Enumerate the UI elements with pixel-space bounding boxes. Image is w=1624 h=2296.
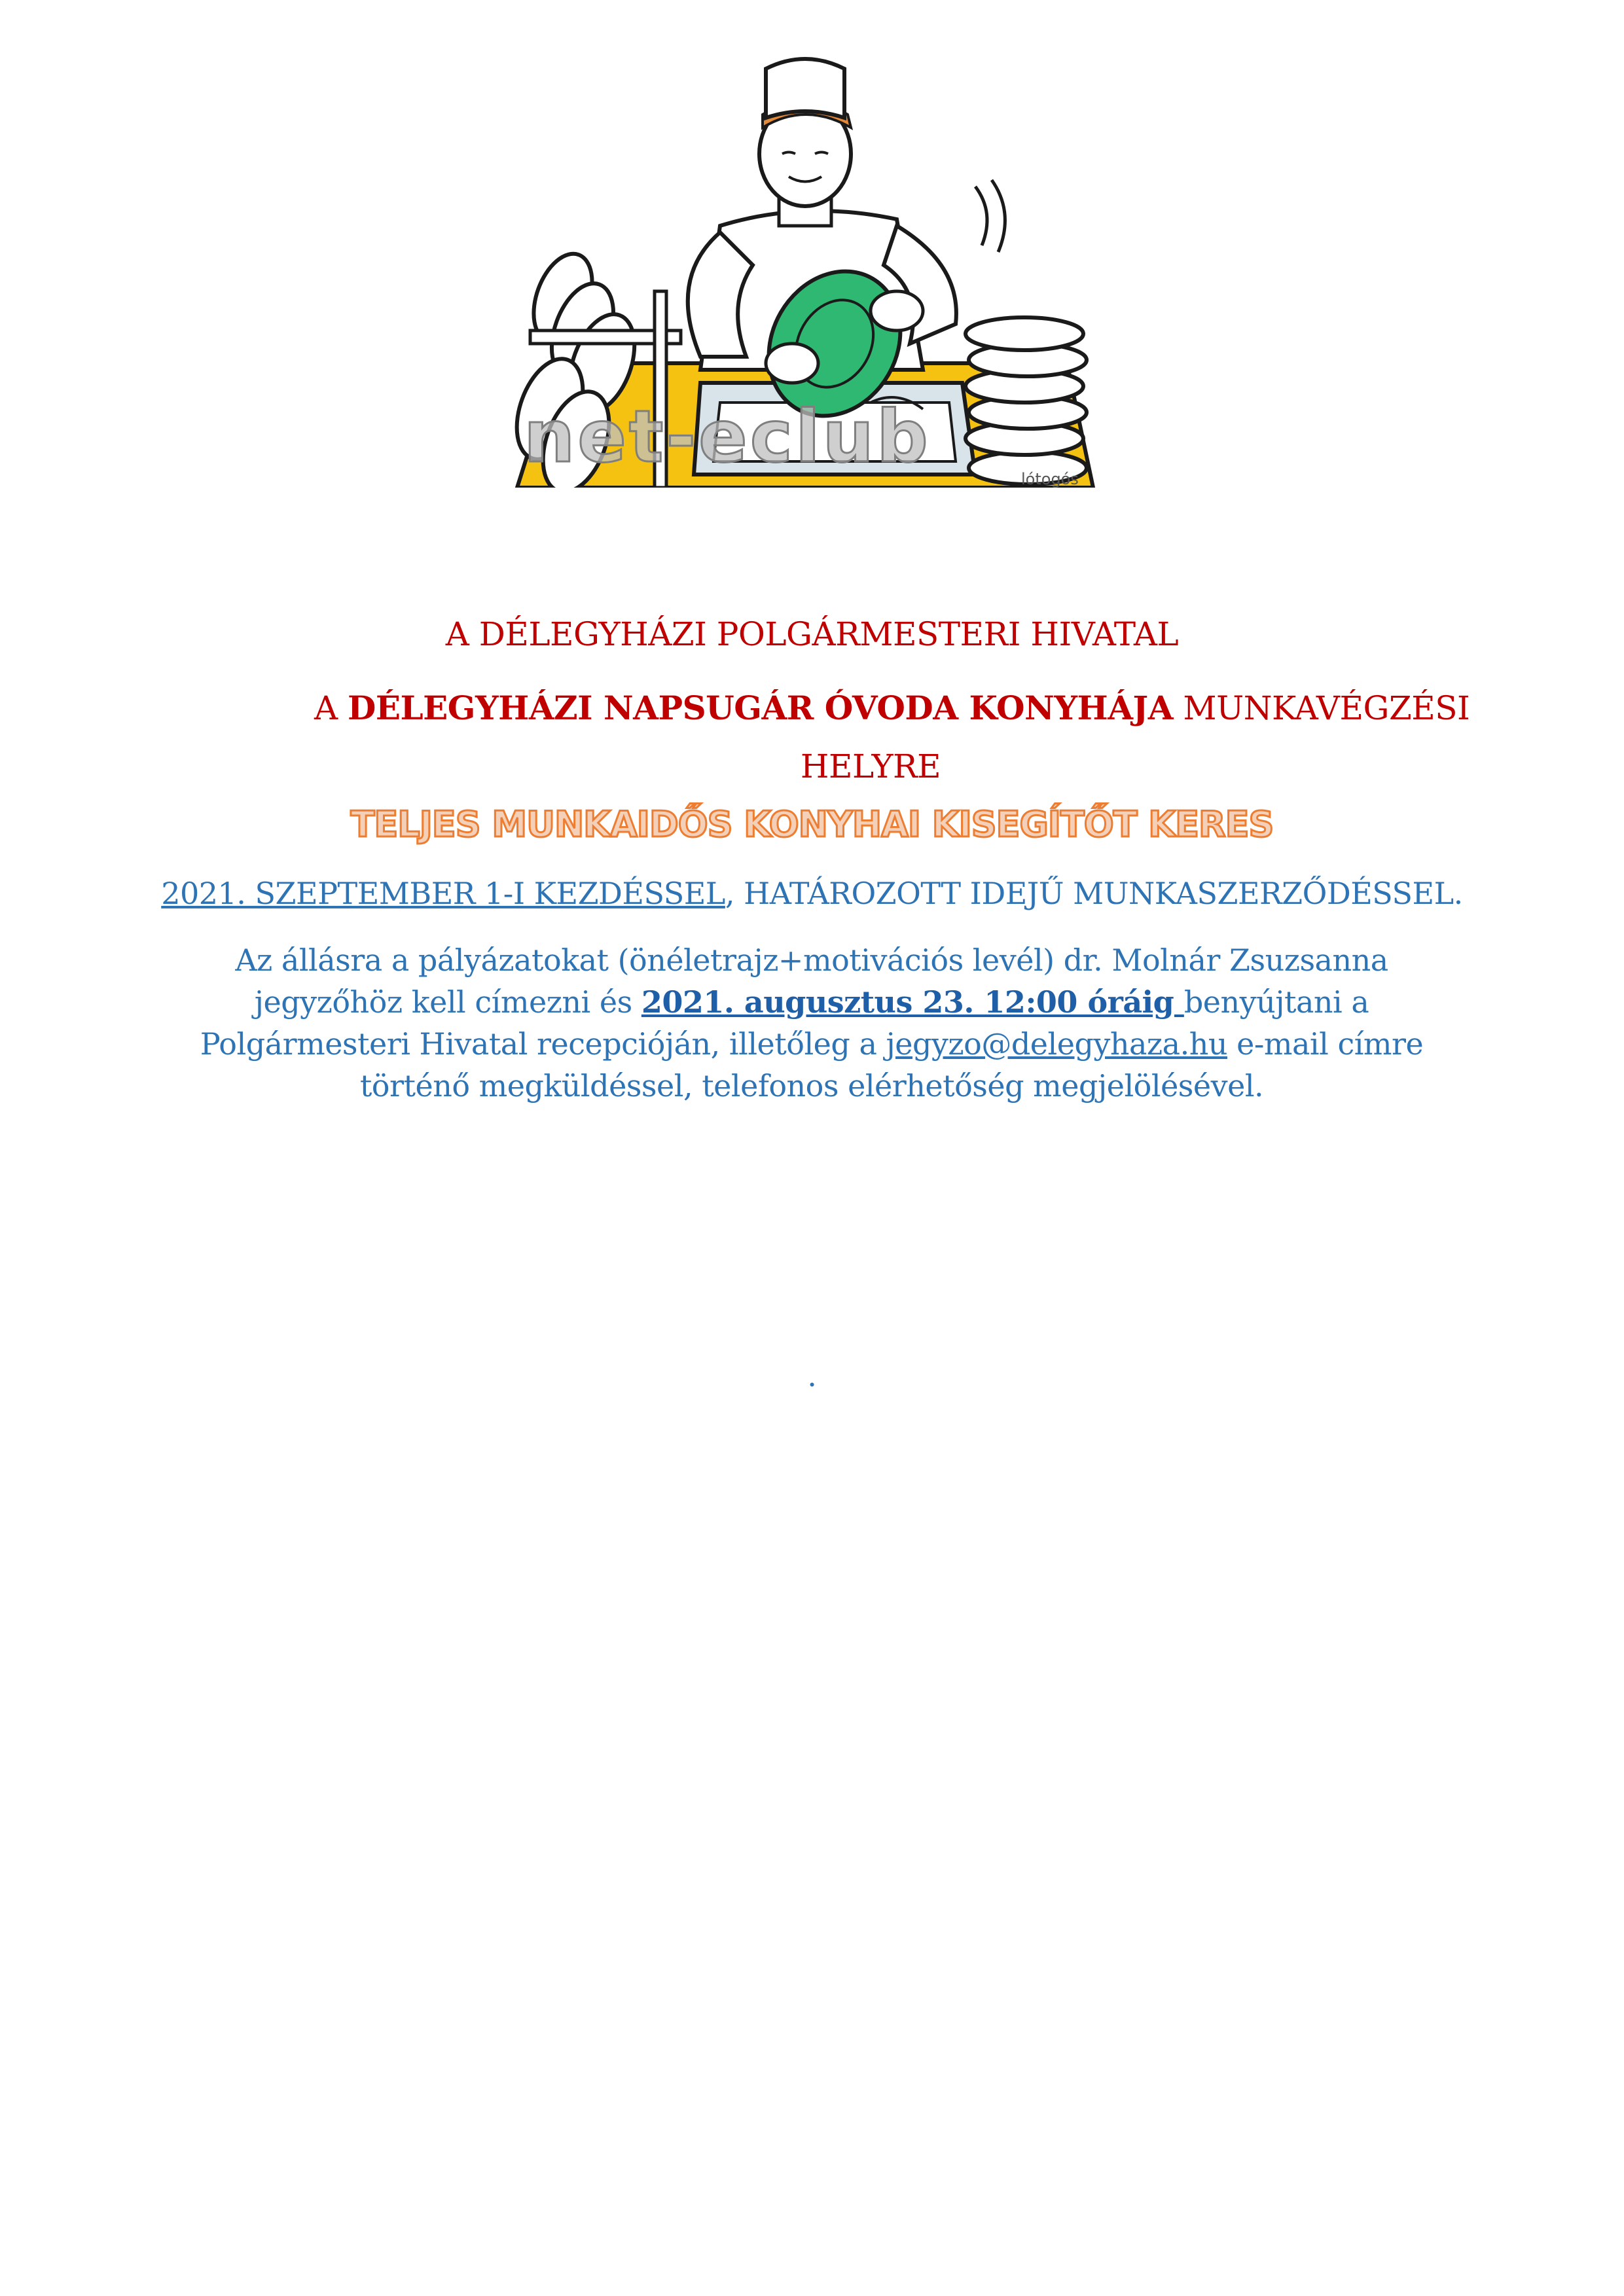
deadline: 2021. augusztus 23. 12:00 óráig — [641, 984, 1184, 1020]
application-text-1: Az állásra a pályázatokat (önéletrajz+motivációs levél) dr. Molnár Zsuzsanna jegyzőhöz kell címezni és — [235, 942, 1388, 1020]
application-text-3: e-mail címre történő megküldéssel, telefonos elérhetőség megjelölésével. — [359, 1026, 1424, 1103]
office-name: A DÉLEGYHÁZI POLGÁRMESTERI HIVATAL — [445, 615, 1179, 653]
application-text-2: benyújtani a Polgármesteri Hivatal recepcióján, illetőleg a — [200, 984, 1369, 1062]
job-title: TELJES MUNKAIDŐS KONYHAI KISEGÍTŐT KERES — [350, 804, 1274, 845]
watermark-text: net-eclub — [524, 395, 931, 478]
trailing-dot: . — [807, 1358, 817, 1393]
start-line — [0, 876, 1624, 911]
application-paragraph — [157, 939, 1466, 1107]
workplace-line-continued: HELYRE — [800, 747, 941, 785]
email-link[interactable]: jegyzo@delegyhaza.hu — [886, 1026, 1227, 1062]
dishwasher-cook-illustration — [504, 56, 1106, 488]
source-mark-text: lótogós — [1021, 470, 1079, 488]
contract-type: , HATÁROZOTT IDEJŰ MUNKASZERZŐDÉSSEL. — [725, 876, 1463, 911]
workplace-name: DÉLEGYHÁZI NAPSUGÁR ÓVODA KONYHÁJA — [348, 689, 1173, 727]
start-date: 2021. SZEPTEMBER 1-I KEZDÉSSEL — [161, 876, 725, 911]
workplace-suffix: MUNKAVÉGZÉSI — [1173, 689, 1470, 727]
workplace-line — [314, 689, 1470, 727]
workplace-prefix: A — [314, 689, 348, 727]
